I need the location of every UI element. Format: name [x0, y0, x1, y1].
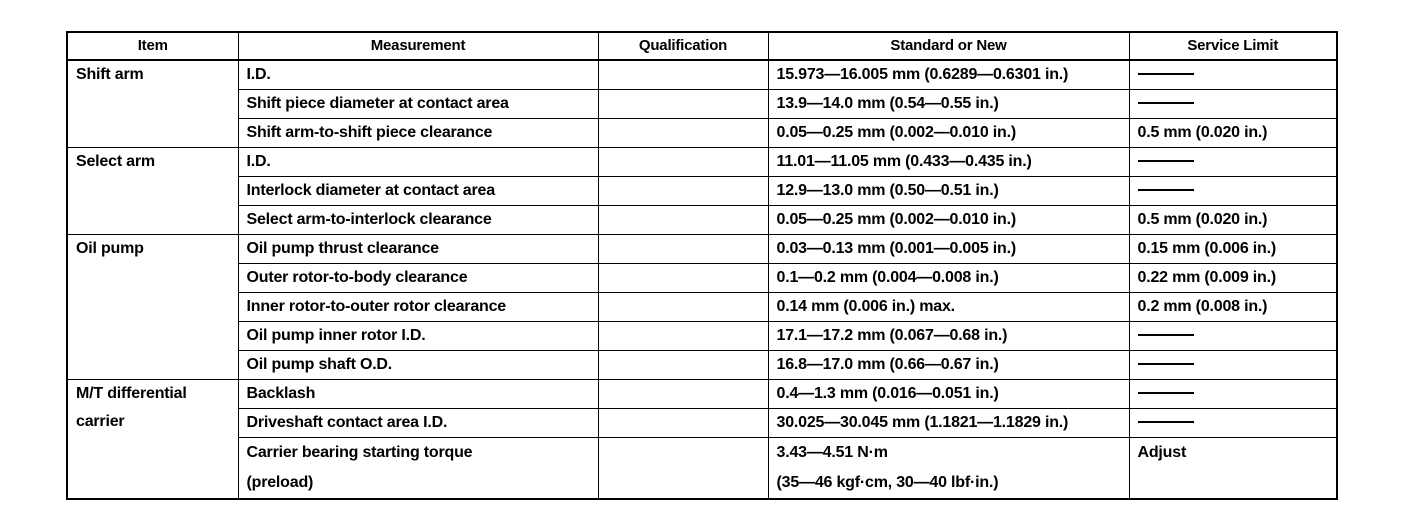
service-limit-cell	[1129, 60, 1337, 90]
measurement-cell: I.D.	[238, 148, 598, 177]
table-row	[67, 438, 1337, 500]
measurement-cell: Inner rotor-to-outer rotor clearance	[238, 293, 598, 322]
qualification-cell	[598, 119, 768, 148]
qualification-cell	[598, 380, 768, 409]
table-row	[67, 60, 1337, 90]
table-row	[67, 322, 1337, 351]
measurement-cell: Carrier bearing starting torque (preload)	[238, 438, 598, 500]
table-row	[67, 235, 1337, 264]
service-limit-cell: 0.5 mm (0.020 in.)	[1129, 119, 1337, 148]
service-limit-cell	[1129, 351, 1337, 380]
service-limit-cell: Adjust	[1129, 438, 1337, 500]
table-row	[67, 264, 1337, 293]
standard-cell: 16.8—17.0 mm (0.66—0.67 in.)	[768, 351, 1129, 380]
item-cell	[67, 235, 238, 380]
dash-mark	[1138, 160, 1194, 162]
qualification-cell	[598, 438, 768, 500]
measurement-cell: Driveshaft contact area I.D.	[238, 409, 598, 438]
header-item: Item	[67, 32, 238, 60]
measurement-cell: Outer rotor-to-body clearance	[238, 264, 598, 293]
measurement-cell: Oil pump inner rotor I.D.	[238, 322, 598, 351]
standard-cell: 0.14 mm (0.006 in.) max.	[768, 293, 1129, 322]
item-label: Select arm	[76, 153, 155, 170]
table-body	[67, 60, 1337, 499]
table-row	[67, 409, 1337, 438]
qualification-cell	[598, 90, 768, 119]
standard-cell: 11.01—11.05 mm (0.433—0.435 in.)	[768, 148, 1129, 177]
standard-cell: 17.1—17.2 mm (0.067—0.68 in.)	[768, 322, 1129, 351]
item-label: Oil pump	[76, 240, 144, 257]
dash-mark	[1138, 189, 1194, 191]
qualification-cell	[598, 60, 768, 90]
dash-mark	[1138, 392, 1194, 394]
item-cell	[67, 60, 238, 148]
item-cell	[67, 380, 238, 500]
measurement-cell: Oil pump thrust clearance	[238, 235, 598, 264]
item-label: Shift arm	[76, 66, 144, 83]
service-limit-cell: 0.2 mm (0.008 in.)	[1129, 293, 1337, 322]
service-limit-cell	[1129, 148, 1337, 177]
service-limit-cell: 0.15 mm (0.006 in.)	[1129, 235, 1337, 264]
item-label: carrier	[76, 413, 125, 430]
qualification-cell	[598, 206, 768, 235]
qualification-cell	[598, 235, 768, 264]
service-limit-cell	[1129, 322, 1337, 351]
measurement-cell: Shift piece diameter at contact area	[238, 90, 598, 119]
table-row	[67, 90, 1337, 119]
standard-cell: 0.05—0.25 mm (0.002—0.010 in.)	[768, 206, 1129, 235]
measurement-cell: Backlash	[238, 380, 598, 409]
table-row	[67, 119, 1337, 148]
qualification-cell	[598, 177, 768, 206]
service-limit-cell	[1129, 177, 1337, 206]
measurement-cell: Shift arm-to-shift piece clearance	[238, 119, 598, 148]
measurement-cell: Oil pump shaft O.D.	[238, 351, 598, 380]
standard-cell: 30.025—30.045 mm (1.1821—1.1829 in.)	[768, 409, 1129, 438]
specifications-table	[66, 31, 1338, 500]
qualification-cell	[598, 409, 768, 438]
service-limit-cell: 0.5 mm (0.020 in.)	[1129, 206, 1337, 235]
header-standard: Standard or New	[768, 32, 1129, 60]
qualification-cell	[598, 264, 768, 293]
service-limit-cell	[1129, 409, 1337, 438]
standard-cell: 12.9—13.0 mm (0.50—0.51 in.)	[768, 177, 1129, 206]
standard-cell: 15.973—16.005 mm (0.6289—0.6301 in.)	[768, 60, 1129, 90]
table-row	[67, 380, 1337, 409]
service-limit-cell	[1129, 380, 1337, 409]
standard-cell: 0.4—1.3 mm (0.016—0.051 in.)	[768, 380, 1129, 409]
dash-mark	[1138, 421, 1194, 423]
qualification-cell	[598, 148, 768, 177]
header-qualification: Qualification	[598, 32, 768, 60]
service-limit-cell	[1129, 90, 1337, 119]
header-service-limit: Service Limit	[1129, 32, 1337, 60]
item-label: M/T differential	[76, 385, 187, 402]
standard-cell: 0.03—0.13 mm (0.001—0.005 in.)	[768, 235, 1129, 264]
dash-mark	[1138, 73, 1194, 75]
table-row	[67, 351, 1337, 380]
header-measurement: Measurement	[238, 32, 598, 60]
table-header-row	[67, 32, 1337, 60]
measurement-cell: Interlock diameter at contact area	[238, 177, 598, 206]
item-cell	[67, 148, 238, 235]
qualification-cell	[598, 351, 768, 380]
service-limit-cell: 0.22 mm (0.009 in.)	[1129, 264, 1337, 293]
table-row	[67, 293, 1337, 322]
dash-mark	[1138, 102, 1194, 104]
table-row	[67, 148, 1337, 177]
qualification-cell	[598, 293, 768, 322]
standard-cell: 0.1—0.2 mm (0.004—0.008 in.)	[768, 264, 1129, 293]
standard-cell: 0.05—0.25 mm (0.002—0.010 in.)	[768, 119, 1129, 148]
measurement-cell: Select arm-to-interlock clearance	[238, 206, 598, 235]
dash-mark	[1138, 363, 1194, 365]
standard-cell: 3.43—4.51 N·m (35—46 kgf·cm, 30—40 lbf·in.)	[768, 438, 1129, 500]
table-row	[67, 177, 1337, 206]
measurement-cell: I.D.	[238, 60, 598, 90]
standard-cell: 13.9—14.0 mm (0.54—0.55 in.)	[768, 90, 1129, 119]
dash-mark	[1138, 334, 1194, 336]
qualification-cell	[598, 322, 768, 351]
table-row	[67, 206, 1337, 235]
